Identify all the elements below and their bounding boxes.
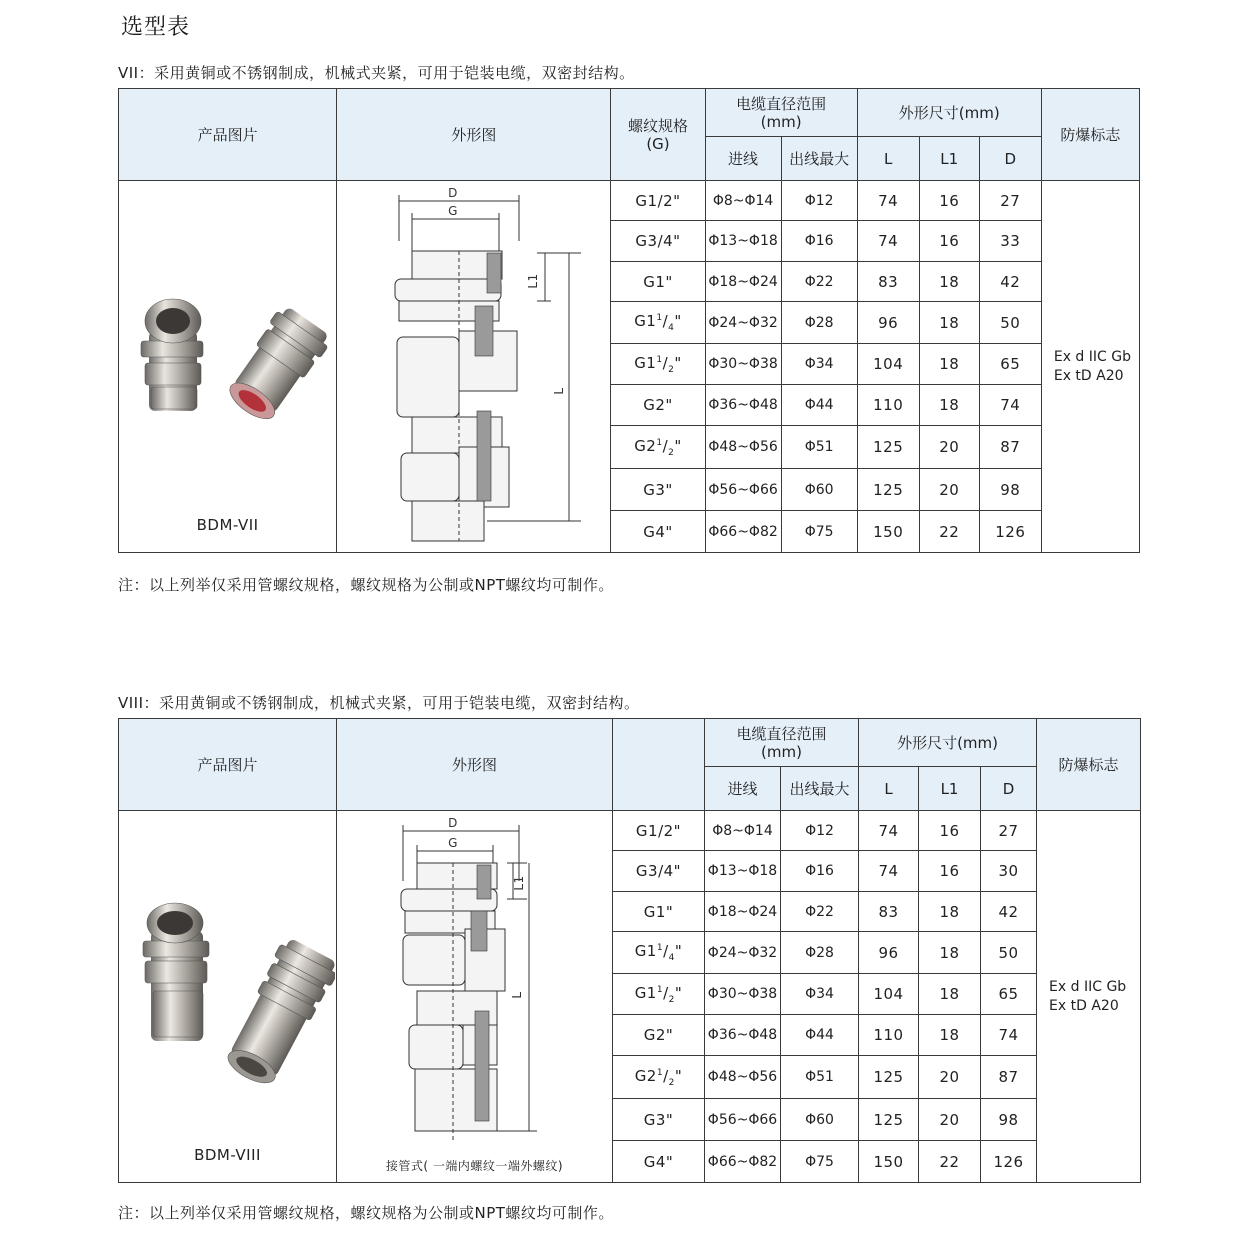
header-cable-range	[705, 719, 859, 767]
outlet-cell: Φ28	[781, 302, 857, 344]
outline-drawing-viii	[337, 811, 611, 1183]
dim-l-cell: 104	[859, 974, 919, 1015]
header-dimensions: 外形尺寸(mm)	[859, 719, 1037, 767]
dim-l1-cell: 20	[919, 426, 979, 469]
thread-cell: G3"	[613, 1099, 705, 1141]
header-outlet-max: 出线最大	[781, 137, 857, 181]
dim-l-cell: 74	[859, 811, 919, 851]
outlet-cell: Φ44	[781, 385, 857, 426]
dim-l1-cell: 20	[919, 469, 979, 511]
dim-l1-cell: 18	[919, 262, 979, 302]
thread-cell: G3/4"	[611, 221, 705, 262]
thread-cell: $G1^1/_2$"	[611, 344, 705, 385]
dim-l1-cell: 18	[919, 932, 981, 974]
dim-l1-cell: 18	[919, 974, 981, 1015]
dim-l1-cell: 18	[919, 892, 981, 932]
spec-table-vii	[118, 88, 1140, 553]
outlet-cell: Φ60	[781, 469, 857, 511]
inlet-cell: Φ24~Φ32	[705, 932, 781, 974]
drawing-label-g: G	[448, 836, 458, 850]
thread-cell: G1/2"	[613, 811, 705, 851]
product-photo-cell	[119, 811, 337, 1183]
dim-d-cell: 65	[979, 344, 1041, 385]
inlet-cell: Φ66~Φ82	[705, 511, 781, 553]
outlet-cell: Φ12	[781, 811, 859, 851]
dim-d-cell: 33	[979, 221, 1041, 262]
outlet-cell: Φ16	[781, 851, 859, 892]
dim-l-cell: 104	[857, 344, 919, 385]
gland-photo-left	[143, 903, 209, 1041]
inlet-cell: Φ8~Φ14	[705, 181, 781, 221]
note-viii: 注：以上列举仅采用管螺纹规格，螺纹规格为公制或NPT螺纹均可制作。	[118, 1204, 614, 1222]
dim-l1-cell: 20	[919, 1056, 981, 1099]
product-photo-cell	[119, 181, 337, 553]
thread-cell: $G1^1/_4$"	[611, 302, 705, 344]
outlet-cell: Φ12	[781, 181, 857, 221]
outline-drawing-vii	[337, 181, 609, 553]
outline-drawing-cell	[337, 181, 611, 553]
ex-marking-line2: Ex tD A20	[1049, 997, 1119, 1014]
dim-l-cell: 83	[859, 892, 919, 932]
inlet-cell: Φ66~Φ82	[705, 1141, 781, 1183]
dim-d-cell: 126	[979, 511, 1041, 553]
header-thread	[613, 719, 705, 811]
dim-l-cell: 125	[857, 426, 919, 469]
header-dim-l: L	[857, 137, 919, 181]
ex-marking-cell	[1037, 811, 1141, 1183]
gland-photo-right	[220, 303, 334, 429]
thread-cell: G3"	[611, 469, 705, 511]
outlet-cell: Φ51	[781, 426, 857, 469]
dim-d-cell: 50	[979, 302, 1041, 344]
inlet-cell: Φ13~Φ18	[705, 851, 781, 892]
inlet-cell: Φ18~Φ24	[705, 892, 781, 932]
dim-d-cell: 98	[979, 469, 1041, 511]
header-inlet: 进线	[705, 137, 781, 181]
dim-l-cell: 96	[857, 302, 919, 344]
dim-l-cell: 110	[859, 1015, 919, 1056]
dim-l-cell: 83	[857, 262, 919, 302]
header-dim-l1: L1	[919, 137, 979, 181]
header-outlet-max: 出线最大	[781, 767, 859, 811]
header-cable-range-line1: 电缆直径范围	[736, 724, 827, 743]
drawing-label-g: G	[448, 204, 459, 218]
header-cable-range	[705, 89, 857, 137]
dim-l-cell: 150	[857, 511, 919, 553]
outlet-cell: Φ22	[781, 262, 857, 302]
dim-d-cell: 126	[981, 1141, 1037, 1183]
dim-l1-cell: 16	[919, 181, 979, 221]
header-ex-marking: 防爆标志	[1037, 719, 1141, 811]
inlet-cell: Φ8~Φ14	[705, 811, 781, 851]
thread-cell: G1"	[611, 262, 705, 302]
dim-l1-cell: 22	[919, 511, 979, 553]
drawing-label-d: D	[448, 186, 459, 200]
dim-d-cell: 87	[979, 426, 1041, 469]
gland-photo-left	[141, 299, 203, 411]
dim-l1-cell: 18	[919, 1015, 981, 1056]
gland-photo-right	[218, 935, 335, 1092]
dim-l1-cell: 22	[919, 1141, 981, 1183]
dim-l1-cell: 16	[919, 221, 979, 262]
thread-cell: G2"	[611, 385, 705, 426]
dim-d-cell: 42	[979, 262, 1041, 302]
outlet-cell: Φ34	[781, 974, 859, 1015]
product-photo-bdm-viii	[119, 811, 335, 1183]
outlet-cell: Φ22	[781, 892, 859, 932]
dim-d-cell: 74	[979, 385, 1041, 426]
dim-l1-cell: 20	[919, 1099, 981, 1141]
thread-cell: $G2^1/_2$"	[611, 426, 705, 469]
drawing-label-l: L	[510, 991, 524, 999]
thread-cell: G2"	[613, 1015, 705, 1056]
inlet-cell: Φ30~Φ38	[705, 974, 781, 1015]
header-thread-line2: (G)	[646, 134, 670, 153]
dim-d-cell: 98	[981, 1099, 1037, 1141]
spec-table-viii	[118, 718, 1141, 1183]
dim-d-cell: 27	[979, 181, 1041, 221]
inlet-cell: Φ13~Φ18	[705, 221, 781, 262]
page-title: 选型表	[121, 15, 191, 40]
product-photo-bdm-vii	[119, 181, 335, 553]
header-dim-d: D	[981, 767, 1037, 811]
dim-d-cell: 50	[981, 932, 1037, 974]
inlet-cell: Φ36~Φ48	[705, 1015, 781, 1056]
inlet-cell: Φ56~Φ66	[705, 1099, 781, 1141]
drawing-caption: 接管式( 一端内螺纹一端外螺纹)	[385, 1159, 564, 1173]
ex-marking-line1: Ex d IIC Gb	[1053, 348, 1131, 365]
header-cable-range-line2: (mm)	[761, 742, 802, 761]
header-cable-range-line1: 电缆直径范围	[736, 94, 827, 113]
thread-cell: $G2^1/_2$"	[613, 1056, 705, 1099]
ex-marking-cell	[1041, 181, 1139, 553]
ex-marking-line2: Ex tD A20	[1053, 367, 1124, 384]
dim-d-cell: 30	[981, 851, 1037, 892]
dim-d-cell: 65	[981, 974, 1037, 1015]
dim-d-cell: 87	[981, 1056, 1037, 1099]
inlet-cell: Φ24~Φ32	[705, 302, 781, 344]
ex-marking-line1: Ex d IIC Gb	[1049, 978, 1127, 995]
outlet-cell: Φ60	[781, 1099, 859, 1141]
outlet-cell: Φ51	[781, 1056, 859, 1099]
outlet-cell: Φ75	[781, 1141, 859, 1183]
header-thread-line1: 螺纹规格	[627, 116, 688, 135]
inlet-cell: Φ48~Φ56	[705, 1056, 781, 1099]
model-label: BDM-VII	[196, 516, 259, 534]
dim-l-cell: 110	[857, 385, 919, 426]
section-description-viii: VIII：采用黄铜或不锈钢制成，机械式夹紧，可用于铠装电缆，双密封结构。	[118, 694, 640, 712]
dim-l-cell: 74	[857, 181, 919, 221]
thread-cell: $G1^1/_2$"	[613, 974, 705, 1015]
dim-l-cell: 150	[859, 1141, 919, 1183]
thread-cell: G1/2"	[611, 181, 705, 221]
header-inlet: 进线	[705, 767, 781, 811]
drawing-label-l1: L1	[526, 273, 541, 289]
outlet-cell: Φ16	[781, 221, 857, 262]
header-ex-marking: 防爆标志	[1041, 89, 1139, 181]
dim-d-cell: 27	[981, 811, 1037, 851]
dim-l-cell: 125	[859, 1099, 919, 1141]
section-description-vii: VII：采用黄铜或不锈钢制成，机械式夹紧，可用于铠装电缆，双密封结构。	[118, 64, 635, 82]
model-label: BDM-VIII	[194, 1146, 261, 1164]
header-dim-l: L	[859, 767, 919, 811]
dim-d-cell: 74	[981, 1015, 1037, 1056]
dim-l1-cell: 18	[919, 385, 979, 426]
dim-l-cell: 125	[857, 469, 919, 511]
header-drawing: 外形图	[337, 719, 613, 811]
inlet-cell: Φ36~Φ48	[705, 385, 781, 426]
dim-l1-cell: 18	[919, 302, 979, 344]
inlet-cell: Φ56~Φ66	[705, 469, 781, 511]
thread-cell: G1"	[613, 892, 705, 932]
dim-l1-cell: 16	[919, 811, 981, 851]
thread-cell: $G1^1/_4$"	[613, 932, 705, 974]
outlet-cell: Φ28	[781, 932, 859, 974]
dim-d-cell: 42	[981, 892, 1037, 932]
header-dim-d: D	[979, 137, 1041, 181]
inlet-cell: Φ30~Φ38	[705, 344, 781, 385]
header-dim-l1: L1	[919, 767, 981, 811]
header-cable-range-line2: (mm)	[760, 112, 802, 131]
inlet-cell: Φ18~Φ24	[705, 262, 781, 302]
thread-cell: G4"	[611, 511, 705, 553]
thread-cell: G4"	[613, 1141, 705, 1183]
header-thread	[611, 89, 705, 181]
dim-l-cell: 96	[859, 932, 919, 974]
outlet-cell: Φ34	[781, 344, 857, 385]
header-dimensions: 外形尺寸(mm)	[857, 89, 1041, 137]
drawing-label-d: D	[448, 816, 458, 830]
header-photo: 产品图片	[119, 89, 337, 181]
dim-l-cell: 74	[857, 221, 919, 262]
header-photo: 产品图片	[119, 719, 337, 811]
header-drawing: 外形图	[337, 89, 611, 181]
drawing-label-l: L	[552, 387, 567, 395]
inlet-cell: Φ48~Φ56	[705, 426, 781, 469]
dim-l1-cell: 18	[919, 344, 979, 385]
dim-l-cell: 125	[859, 1056, 919, 1099]
outlet-cell: Φ75	[781, 511, 857, 553]
dim-l1-cell: 16	[919, 851, 981, 892]
note-vii: 注：以上列举仅采用管螺纹规格，螺纹规格为公制或NPT螺纹均可制作。	[118, 576, 614, 594]
outlet-cell: Φ44	[781, 1015, 859, 1056]
outline-drawing-cell	[337, 811, 613, 1183]
drawing-label-l1: L1	[512, 875, 526, 891]
thread-cell: G3/4"	[613, 851, 705, 892]
dim-l-cell: 74	[859, 851, 919, 892]
